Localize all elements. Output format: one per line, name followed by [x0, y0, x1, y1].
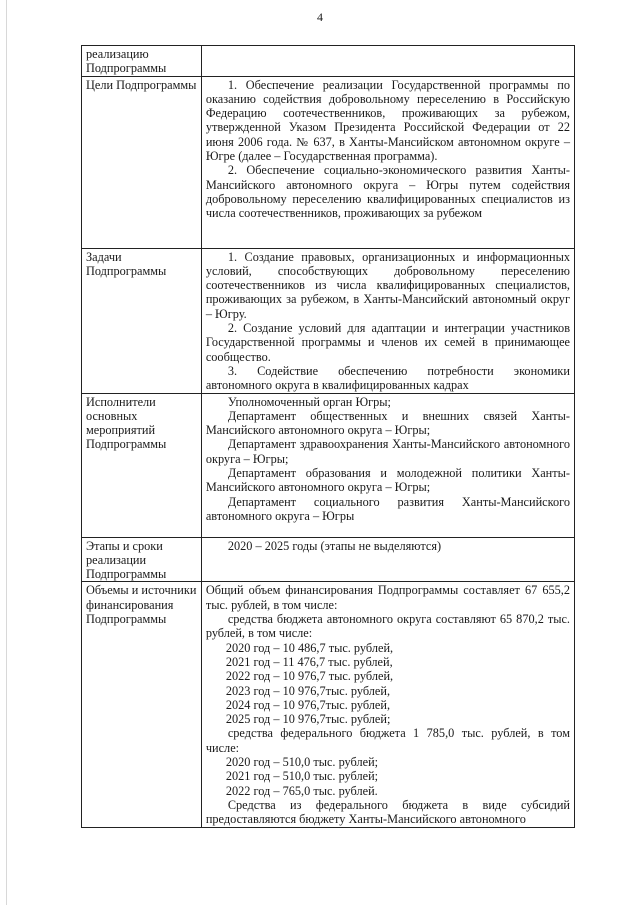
table-row — [82, 537, 575, 582]
content-paragraph: 2. Создание условий для адаптации и интеграции участников Государственной программы и членов их семей в принимающее сообщество. — [205, 321, 570, 364]
row-label: реализацию Подпрограммы — [86, 47, 167, 76]
content-paragraph: 2021 год – 11 476,7 тыс. рублей, — [225, 654, 393, 669]
content-paragraph: 2023 год – 10 976,7тыс. рублей, — [225, 683, 391, 698]
content-paragraph: средства федерального бюджета 1 785,0 тыс. рублей, в том числе: — [205, 726, 570, 755]
scan-edge-line — [6, 0, 7, 905]
content-paragraph: Департамент социального развития Ханты-Мансийского автономного округа – Югры — [205, 494, 570, 523]
row-content-cell — [201, 76, 574, 248]
content-paragraph: Департамент общественных и внешних связей Ханты-Мансийского автономного округа – Югры; — [205, 408, 570, 438]
row-label-cell — [82, 393, 202, 537]
content-paragraph: Средства из федерального бюджета в виде субсидий предоставляются бюджету Ханты-Мансийского автономного — [205, 797, 570, 827]
row-content-cell — [201, 248, 574, 393]
table-row — [82, 393, 575, 537]
row-content-cell — [201, 537, 574, 582]
row-label: Объемы и источники финансирования Подпрограммы — [86, 583, 197, 627]
row-label: Задачи Подпрограммы — [86, 249, 167, 278]
content-paragraph: Уполномоченный орган Югры; — [227, 394, 391, 409]
content-paragraph: 2020 – 2025 годы (этапы не выделяются) — [227, 538, 442, 553]
row-label-cell — [82, 248, 202, 393]
content-paragraph: 2021 год – 510,0 тыс. рублей; — [225, 769, 379, 784]
row-content-cell — [201, 46, 574, 77]
row-label-cell — [82, 46, 202, 77]
content-paragraph: средства бюджета автономного округа составляют 65 870,2 тыс. рублей, в том числе: — [205, 612, 570, 641]
row-content-cell — [201, 582, 574, 827]
row-content-cell — [201, 393, 574, 537]
content-paragraph: 2020 год – 10 486,7 тыс. рублей, — [225, 640, 394, 655]
table-row — [82, 582, 575, 827]
content-paragraph: 2022 год – 765,0 тыс. рублей. — [225, 783, 378, 798]
row-label-cell — [82, 582, 202, 827]
content-paragraph: Общий объем финансирования Подпрограммы составляет 67 655,2 тыс. рублей, в том числе: — [205, 583, 570, 612]
content-paragraph: 2022 год – 10 976,7 тыс. рублей, — [225, 669, 394, 684]
content-paragraph: Департамент здравоохранения Ханты-Мансийского автономного округа – Югры; — [205, 437, 570, 466]
content-paragraph: 2024 год – 10 976,7тыс. рублей, — [225, 697, 391, 712]
table-row — [82, 76, 575, 248]
content-paragraph: 2. Обеспечение социально-экономического развития Ханты-Мансийского автономного округа – Югры путем содействия добровольному переселению квалифицированных специалистов из числа соотечественников, проживающих за рубежом — [205, 163, 570, 221]
row-label: Этапы и сроки реализации Подпрограммы — [86, 538, 167, 582]
content-paragraph: 1. Создание правовых, организационных и информационных условий, способствующих добровольному переселению соотечественников из числа квалифицированных специалистов, проживающих за рубежом, в Ханты-Мансийский автономный округ – Югру. — [205, 249, 570, 321]
program-passport-table — [81, 45, 575, 828]
row-label: Цели Подпрограммы — [86, 77, 197, 92]
table-row — [82, 46, 575, 77]
page-number: 4 — [317, 10, 323, 24]
content-paragraph: 2025 год – 10 976,7тыс. рублей; — [225, 712, 391, 727]
row-label-cell — [82, 76, 202, 248]
row-label: Исполнители основных мероприятий Подпрограммы — [86, 394, 167, 452]
table-row — [82, 248, 575, 393]
content-paragraph: 1. Обеспечение реализации Государственной программы по оказанию содействия добровольному переселению в Российскую Федерацию соотечественников, проживающих за рубежом, утвержденной Указом Президента Российской Федерации от 22 июня 2006 года. № 637, в Ханты-Мансийском автономном округе – Югре (далее – Государственная программа). — [205, 77, 570, 164]
content-paragraph: 2020 год – 510,0 тыс. рублей; — [225, 755, 379, 770]
content-paragraph: Департамент образования и молодежной политики Ханты-Мансийского автономного округа – Югры; — [205, 466, 570, 495]
row-label-cell — [82, 537, 202, 582]
content-paragraph: 3. Содействие обеспечению потребности экономики автономного округа в квалифицированных кадрах — [205, 363, 570, 393]
